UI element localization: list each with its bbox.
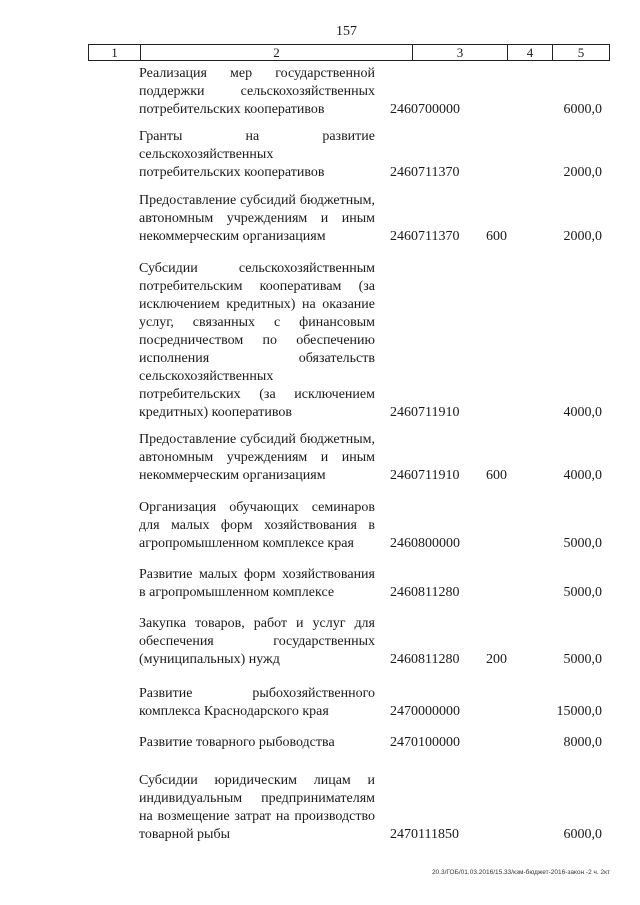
row-name: Гранты на развитие сельскохозяйственных потребительских кооперативов (139, 129, 375, 180)
row-amount: 8000,0 (563, 735, 602, 750)
row-name: Предоставление субсидий бюджетным, автономным учреждениям и иным некоммерческим организациям (139, 432, 375, 483)
column-header-5: 5 (577, 45, 585, 60)
row-amount: 5000,0 (563, 585, 602, 600)
row-code: 2470111850 (390, 827, 459, 842)
row-name: Развитие товарного рыбоводства (139, 735, 335, 750)
row-amount: 4000,0 (563, 468, 602, 483)
column-header-1: 1 (89, 45, 141, 60)
row-code: 2460711370 (390, 229, 460, 244)
row-code: 2470100000 (390, 735, 460, 750)
row-code: 2460711910 (390, 468, 460, 483)
column-header-2: 2 (141, 45, 413, 60)
row-name: Субсидии сельскохозяйственным потребительским кооперативам (за исключением кредитных) на оказание услуг, связанных с финансовым посредничеством по обеспечению исполнения обязательств сельскохозяйственных потребительских (за исключением кредитных) кооперативов (139, 261, 375, 420)
row-amount: 2000,0 (563, 229, 602, 244)
document-footer: 20.3/ГОБ/01.03.2016/15.33/кзм-бюджет-2016-закон -2 ч. 2кт (431, 869, 610, 876)
page-number: 157 (336, 24, 357, 39)
row-amount: 15000,0 (556, 704, 602, 719)
column-header-3: 3 (413, 45, 508, 60)
row-expense-type: 600 (486, 229, 507, 244)
column-header-4: 4 (508, 45, 553, 60)
row-name: Закупка товаров, работ и услуг для обеспечения государственных (муниципальных) нужд (139, 616, 375, 667)
row-amount: 2000,0 (563, 165, 602, 180)
row-code: 2460711370 (390, 165, 460, 180)
row-name: Развитие малых форм хозяйствования в агропромышленном комплексе (139, 567, 375, 600)
row-amount: 4000,0 (563, 405, 602, 420)
row-expense-type: 600 (486, 468, 507, 483)
row-code: 2460800000 (390, 536, 460, 551)
row-code: 2460811280 (390, 585, 460, 600)
row-name: Развитие рыбохозяйственного комплекса Краснодарского края (139, 686, 375, 719)
row-amount: 6000,0 (563, 827, 602, 842)
row-name: Предоставление субсидий бюджетным, автономным учреждениям и иным некоммерческим организациям (139, 193, 375, 244)
row-amount: 6000,0 (563, 102, 602, 117)
table-header (88, 44, 610, 61)
row-name: Организация обучающих семинаров для малых форм хозяйствования в агропромышленном комплексе края (139, 500, 375, 551)
row-code: 2460711910 (390, 405, 460, 420)
row-code: 2460700000 (390, 102, 460, 117)
row-expense-type: 200 (486, 652, 507, 667)
row-amount: 5000,0 (563, 536, 602, 551)
row-code: 2460811280 (390, 652, 460, 667)
row-name: Реализация мер государственной поддержки сельскохозяйственных потребительских кооперативов (139, 66, 375, 117)
row-code: 2470000000 (390, 704, 460, 719)
row-amount: 5000,0 (563, 652, 602, 667)
row-name: Субсидии юридическим лицам и индивидуальным предпринимателям на возмещение затрат на производство товарной рыбы (139, 773, 375, 842)
